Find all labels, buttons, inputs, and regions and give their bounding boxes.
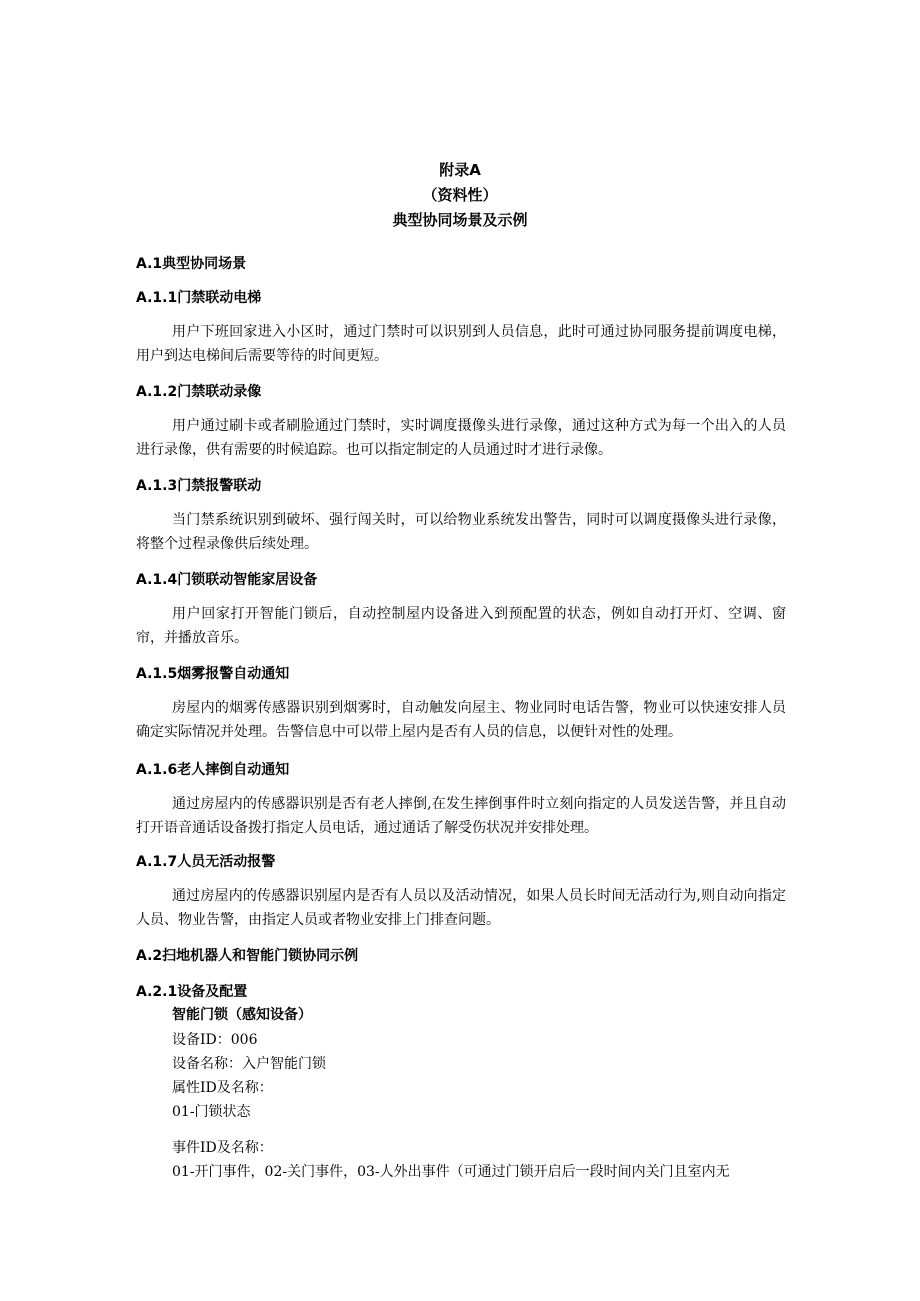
attribute-label: 属性ID及名称： [172,1080,273,1096]
section-a1-3-heading: A.1.3门禁报警联动 [136,478,262,494]
section-a1-4-heading: A.1.4门锁联动智能家居设备 [136,572,318,588]
section-a1-6-heading: A.1.6老人摔倒自动通知 [136,762,290,778]
appendix-heading: 典型协同场景及示例 [392,211,528,229]
section-a1-7-heading: A.1.7人员无活动报警 [136,854,276,870]
event-value: 01-开门事件，02-关门事件，03-人外出事件（可通过门锁开启后一段时间内关门且室内无 [172,1164,730,1180]
appendix-title: 附录A [439,161,481,179]
section-a1-1-text: 用户下班回家进入小区时，通过门禁时可以识别到人员信息，此时可通过协同服务提前调度电梯，用户到达电梯间后需要等待的时间更短。 [136,324,786,364]
section-a1-2-heading: A.1.2门禁联动录像 [136,384,262,400]
section-a1-6-text: 通过房屋内的传感器识别是否有老人摔倒,在发生摔倒事件时立刻向指定的人员发送告警，并且自动打开语音通话设备拨打指定人员电话，通过通话了解受伤状况并安排处理。 [136,796,786,836]
section-a1-1-heading: A.1.1门禁联动电梯 [136,290,262,306]
appendix-subtitle: （资料性） [422,186,498,204]
device-name: 设备名称：入户智能门锁 [172,1056,326,1072]
event-label: 事件ID及名称： [172,1140,273,1156]
section-a1-7-text: 通过房屋内的传感器识别屋内是否有人员以及活动情况，如果人员长时间无活动行为,则自动向指定人员、物业告警，由指定人员或者物业安排上门排查问题。 [136,888,786,928]
device-id: 设备ID：006 [172,1032,258,1048]
section-a1-2-text: 用户通过刷卡或者刷脸通过门禁时，实时调度摄像头进行录像，通过这种方式为每一个出入的人员进行录像，供有需要的时候追踪。也可以指定制定的人员通过时才进行录像。 [136,418,786,458]
section-a1-4-text: 用户回家打开智能门锁后，自动控制屋内设备进入到预配置的状态，例如自动打开灯、空调、窗帘，并播放音乐。 [136,606,786,646]
device-title: 智能门锁（感知设备） [172,1007,312,1023]
attribute-value: 01-门锁状态 [172,1104,251,1120]
section-a2-heading: A.2扫地机器人和智能门锁协同示例 [136,948,359,964]
section-a1-5-heading: A.1.5烟雾报警自动通知 [136,666,290,682]
section-a1-5-text: 房屋内的烟雾传感器识别到烟雾时，自动触发向屋主、物业同时电话告警，物业可以快速安排人员确定实际情况并处理。告警信息中可以带上屋内是否有人员的信息，以便针对性的处理。 [136,700,786,740]
section-a2-1-heading: A.2.1设备及配置 [136,984,248,1000]
section-a1-heading: A.1典型协同场景 [136,256,247,272]
section-a1-3-text: 当门禁系统识别到破坏、强行闯关时，可以给物业系统发出警告，同时可以调度摄像头进行录像，将整个过程录像供后续处理。 [136,512,786,552]
